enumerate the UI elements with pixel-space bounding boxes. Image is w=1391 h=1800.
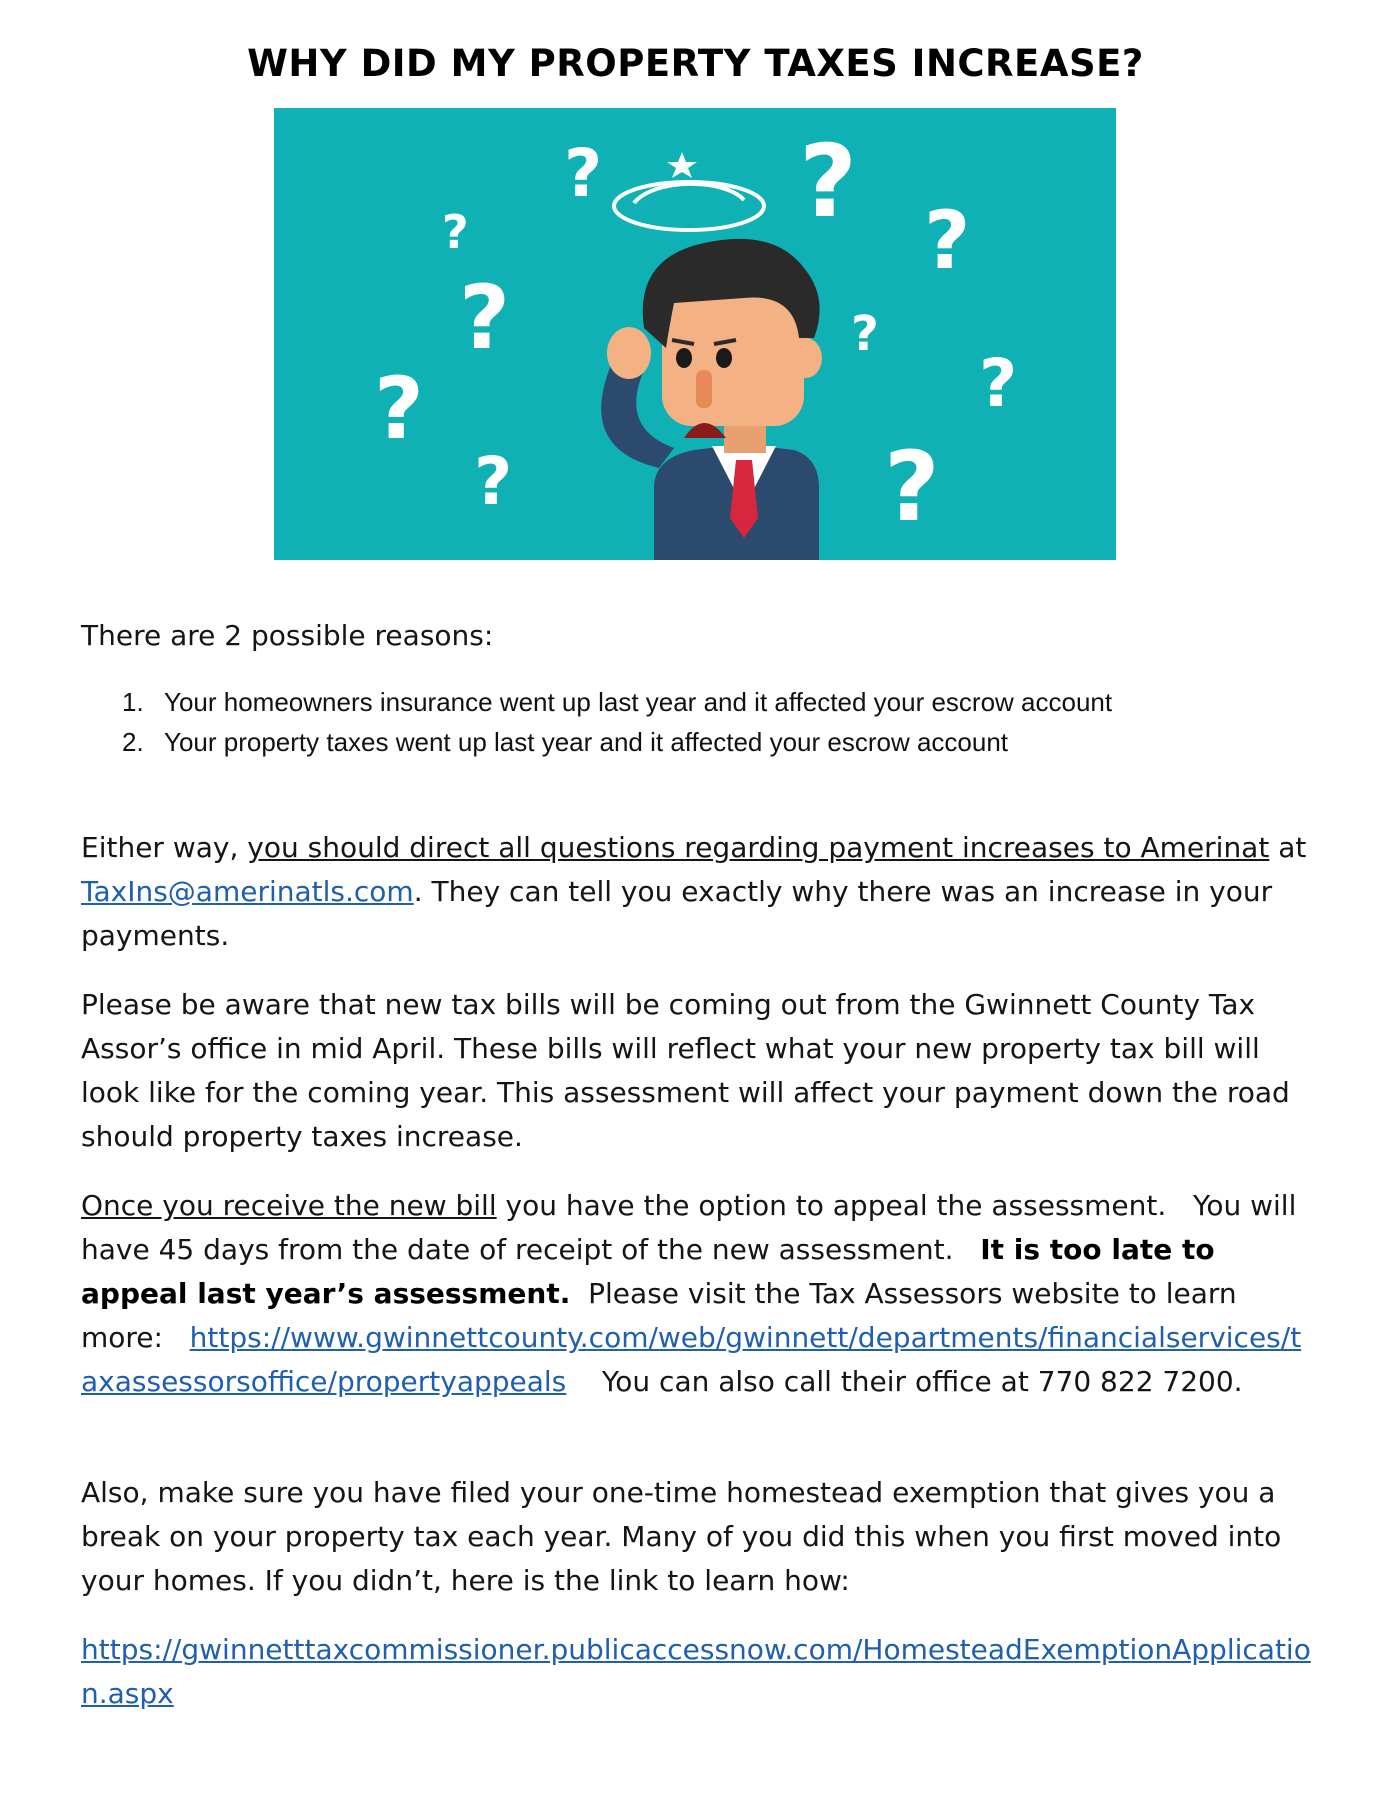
question-mark-icon: ? — [924, 194, 971, 287]
paragraph-tax-bills: Please be aware that new tax bills will be coming out from the Gwinnett County Tax Assor’s office in mid April. These bills will reflect what your new property tax bill will look like for the coming year. This assessment will affect your payment down the road should property taxes increase. — [81, 988, 1290, 1153]
question-mark-icon: ? — [979, 345, 1018, 422]
list-item — [122, 722, 1112, 762]
bold-warning: It is too late to appeal last year’s assessment. — [81, 1233, 1215, 1310]
confused-man-illustration — [274, 108, 1116, 560]
list-number: 1. — [122, 687, 144, 717]
paragraph-text: You can also call their office at 770 822 7200. — [566, 1365, 1243, 1398]
homestead-link[interactable]: https://gwinnetttaxcommissioner.publicaccessnow.com/HomesteadExemptionApplication.aspx — [81, 1633, 1311, 1710]
star-icon — [667, 152, 697, 178]
paragraph-text: you have the option to appeal the assessment. You will have 45 days from the date of receipt of the new assessment. — [81, 1189, 1306, 1266]
question-mark-icon: ? — [459, 266, 511, 369]
paragraph-contact — [81, 826, 1313, 958]
question-mark-icon: ? — [884, 431, 940, 543]
question-mark-icon: ? — [442, 205, 469, 259]
appeals-link[interactable]: https://www.gwinnettcounty.com/web/gwinnett/departments/financialservices/taxassessorsoffice/propertyappeals — [81, 1321, 1302, 1398]
question-mark-icon: ? — [564, 135, 603, 212]
paragraph-homestead: Also, make sure you have filed your one-time homestead exemption that gives you a break on your property tax each year. Many of you did this when you first moved into your homes. If you didn’t, here is the link to learn how: — [81, 1476, 1282, 1597]
question-mark-icon: ? — [799, 123, 858, 240]
intro-text: There are 2 possible reasons: — [81, 619, 494, 652]
list-item-text: Your homeowners insurance went up last year and it affected your escrow account — [164, 687, 1113, 717]
email-link[interactable]: TaxIns@amerinatls.com — [81, 875, 414, 908]
paragraph-homestead-link — [81, 1628, 1313, 1716]
list-item-text: Your property taxes went up last year and it affected your escrow account — [164, 727, 1009, 757]
question-mark-icon: ? — [851, 306, 879, 362]
list-item — [122, 682, 1112, 722]
page-title: WHY DID MY PROPERTY TAXES INCREASE? — [247, 42, 1144, 85]
paragraph-text: at — [1269, 831, 1307, 864]
reasons-list — [122, 682, 1112, 762]
paragraph-appeal — [81, 1184, 1313, 1404]
underlined-text: Once you receive the new bill — [81, 1189, 497, 1222]
paragraph-text: . They can tell you exactly why there was an increase in your payments. — [81, 875, 1273, 952]
list-number: 2. — [122, 727, 144, 757]
paragraph-text: Either way, — [81, 831, 248, 864]
dizzy-swirl-icon — [614, 182, 764, 230]
underlined-text: you should direct all questions regarding payment increases to Amerinat — [247, 831, 1270, 864]
paragraph-text: Please visit the Tax Assessors website to learn more: — [81, 1277, 1246, 1354]
question-mark-icon: ? — [474, 443, 513, 520]
question-mark-icon: ? — [374, 359, 424, 459]
hero-illustration — [274, 108, 1116, 560]
